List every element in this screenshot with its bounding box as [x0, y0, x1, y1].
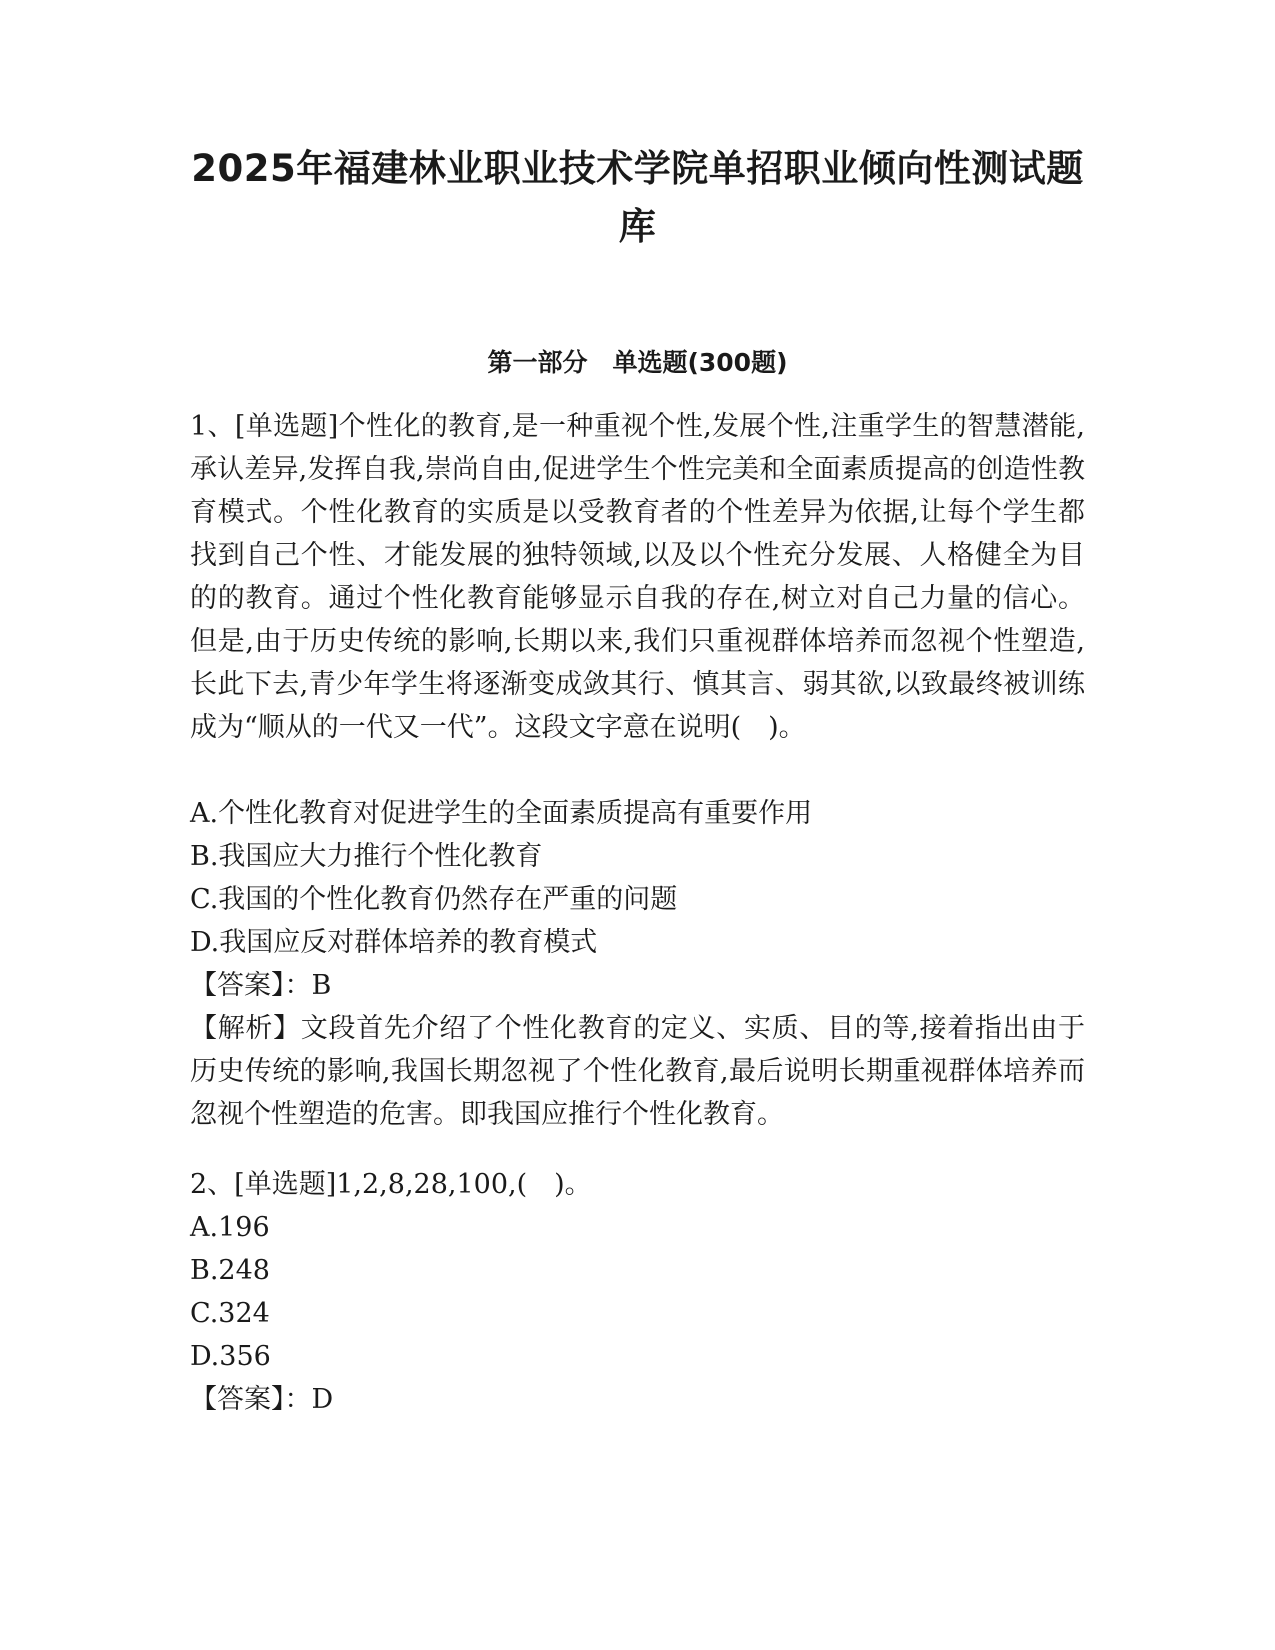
question-1-stem: 1、[单选题]个性化的教育,是一种重视个性,发展个性,注重学生的智慧潜能,承认差异,发挥自我,崇尚自由,促进学生个性完美和全面素质提高的创造性教育模式。个性化教育的实质是以受教育者的个性差异为依据,让每个学生都找到自己个性、才能发展的独特领域,以及以个性充分发展、人格健全为目的的教育。通过个性化教育能够显示自我的存在,树立对自己力量的信心。但是,由于历史传统的影响,长期以来,我们只重视群体培养而忽视个性塑造,长此下去,青少年学生将逐渐变成敛其行、慎其言、弱其欲,以致最终被训练成为“顺从的一代又一代”。这段文字意在说明( )。 [190, 411, 1085, 743]
question-1-answer: 【答案】：B [190, 970, 332, 1001]
question-2-option-a: A.196 [190, 1212, 270, 1243]
question-2-answer: 【答案】：D [190, 1384, 334, 1415]
question-2-option-b: B.248 [190, 1255, 270, 1286]
question-2-option-c: C.324 [190, 1298, 270, 1329]
question-1-options [190, 792, 1085, 1007]
question-2-option-d: D.356 [190, 1341, 271, 1372]
document-title-line-2: 库 [618, 205, 657, 248]
question-1-option-c: C.我国的个性化教育仍然存在严重的问题 [190, 884, 678, 915]
question-1-option-b: B.我国应大力推行个性化教育 [190, 841, 543, 872]
document-title-line-1: 2025年福建林业职业技术学院单招职业倾向性测试题 [191, 147, 1084, 190]
question-2 [190, 1163, 1085, 1421]
question-1-option-a: A.个性化教育对促进学生的全面素质提高有重要作用 [190, 798, 813, 829]
question-1-option-d: D.我国应反对群体培养的教育模式 [190, 927, 598, 958]
section-heading: 第一部分 单选题(300题) [487, 348, 788, 377]
question-2-stem: 2、[单选题]1,2,8,28,100,( )。 [190, 1169, 592, 1200]
question-1-explanation: 【解析】文段首先介绍了个性化教育的定义、实质、目的等,接着指出由于历史传统的影响,我国长期忽视了个性化教育,最后说明长期重视群体培养而忽视个性塑造的危害。即我国应推行个性化教育。 [190, 1013, 1085, 1130]
document-title [190, 140, 1085, 256]
